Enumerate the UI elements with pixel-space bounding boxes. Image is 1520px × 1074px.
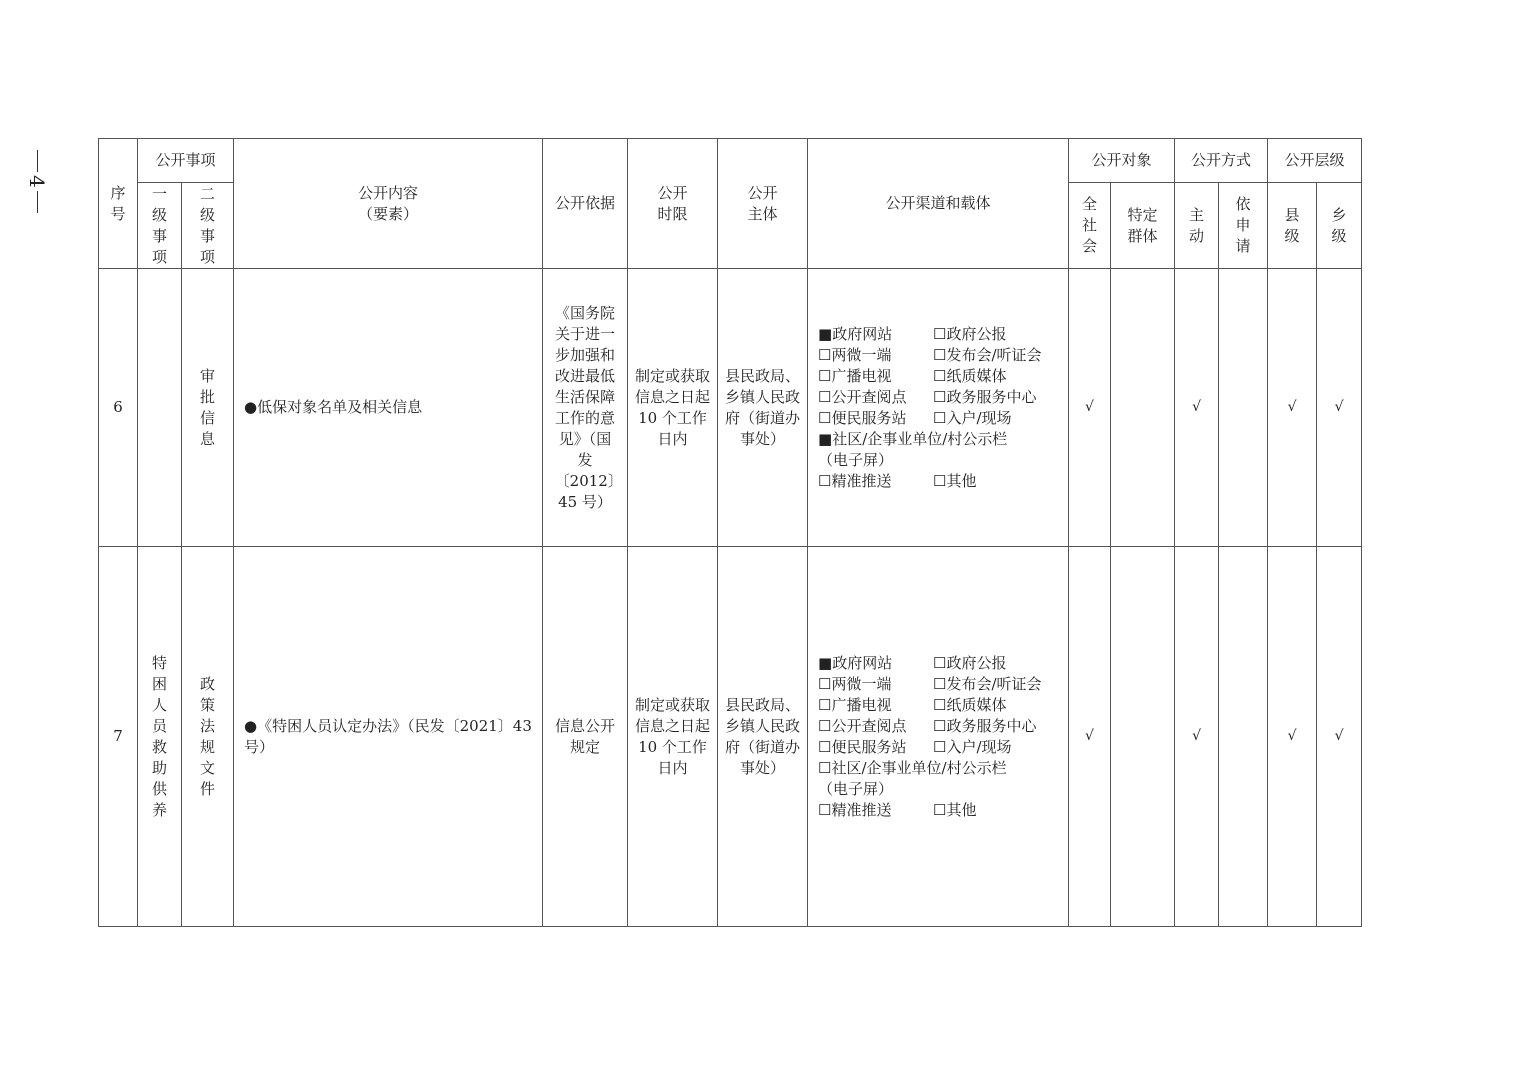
channel-item: ■社区/企事业单位/村公示栏 [818, 429, 1008, 448]
header-row-1 [99, 139, 1362, 183]
header-channels: 公开渠道和载体 [808, 139, 1069, 269]
cell-level-township: √ [1317, 269, 1362, 547]
cell-subject: 县民政局、乡镇人民政府（街道办事处） [718, 269, 808, 547]
cell-basis: 信息公开规定 [543, 547, 628, 927]
header-level2: 二级事项 [182, 183, 234, 269]
channel-item: ☐发布会/听证会 [933, 674, 1042, 693]
cell-level1: 特困人员救助供养 [138, 547, 182, 927]
header-level-county: 县级 [1268, 183, 1317, 269]
channel-item: ■政府网站 [818, 324, 893, 343]
cell-seq: 7 [99, 547, 138, 927]
channel-item: ☐广播电视 [818, 366, 892, 385]
table-row [99, 547, 1362, 927]
cell-target-specific [1111, 269, 1175, 547]
header-subject: 公开主体 [718, 139, 808, 269]
channel-item: ☐其他 [933, 800, 977, 819]
channel-item: ☐两微一端 [818, 674, 892, 693]
disclosure-table [98, 138, 1362, 927]
cell-channels [808, 269, 1069, 547]
channel-item: ☐其他 [933, 471, 977, 490]
header-target-all: 全社会 [1069, 183, 1111, 269]
channel-item: （电子屏） [818, 779, 894, 798]
cell-level1 [138, 269, 182, 547]
cell-mode-active: √ [1175, 269, 1219, 547]
channel-item: ☐政府公报 [933, 324, 1007, 343]
cell-level2: 审批信息 [182, 269, 234, 547]
channel-item: ☐公开查阅点 [818, 387, 907, 406]
cell-target-specific [1111, 547, 1175, 927]
header-basis: 公开依据 [543, 139, 628, 269]
cell-channels [808, 547, 1069, 927]
header-content [234, 139, 543, 269]
channel-item: （电子屏） [818, 450, 894, 469]
header-seq: 序号 [99, 139, 138, 269]
channel-item: ☐政务服务中心 [933, 387, 1037, 406]
cell-level-county: √ [1268, 547, 1317, 927]
cell-content: ●低保对象名单及相关信息 [234, 269, 543, 547]
header-target-group: 公开对象 [1069, 139, 1175, 183]
cell-mode-request [1219, 269, 1268, 547]
cell-subject: 县民政局、乡镇人民政府（街道办事处） [718, 547, 808, 927]
channel-item: ☐精准推送 [818, 800, 892, 819]
channel-item: ☐公开查阅点 [818, 716, 907, 735]
channel-item: ☐广播电视 [818, 695, 892, 714]
channel-item: ☐便民服务站 [818, 408, 907, 427]
header-mode-request: 依申请 [1219, 183, 1268, 269]
cell-target-all: √ [1069, 547, 1111, 927]
header-mode-active: 主动 [1175, 183, 1219, 269]
channel-item: ☐便民服务站 [818, 737, 907, 756]
page-number-dash-top [37, 150, 38, 172]
cell-content: ●《特困人员认定办法》（民发〔2021〕43 号） [234, 547, 543, 927]
header-target-specific: 特定群体 [1111, 183, 1175, 269]
channel-item: ☐两微一端 [818, 345, 892, 364]
channel-item: ☐政务服务中心 [933, 716, 1037, 735]
channel-item: ☐纸质媒体 [933, 695, 1007, 714]
header-items-group: 公开事项 [138, 139, 234, 183]
channel-item: ☐政府公报 [933, 653, 1007, 672]
channel-item: ☐入户/现场 [933, 737, 1012, 756]
cell-level-township: √ [1317, 547, 1362, 927]
cell-level-county: √ [1268, 269, 1317, 547]
channel-item: ☐精准推送 [818, 471, 892, 490]
page-number [22, 150, 52, 230]
channel-item: ☐入户/现场 [933, 408, 1012, 427]
header-level-township: 乡级 [1317, 183, 1362, 269]
page-number-dash-bottom [37, 191, 38, 213]
header-level1: 一级事项 [138, 183, 182, 269]
header-time-limit: 公开时限 [628, 139, 718, 269]
table-row [99, 269, 1362, 547]
cell-seq: 6 [99, 269, 138, 547]
cell-target-all: √ [1069, 269, 1111, 547]
cell-mode-request [1219, 547, 1268, 927]
cell-mode-active: √ [1175, 547, 1219, 927]
header-mode-group: 公开方式 [1175, 139, 1268, 183]
channel-item: ☐纸质媒体 [933, 366, 1007, 385]
channel-item: ☐发布会/听证会 [933, 345, 1042, 364]
cell-level2: 政策法规文件 [182, 547, 234, 927]
channel-item: ☐社区/企事业单位/村公示栏 [818, 758, 1007, 777]
cell-basis: 《国务院关于进一步加强和改进最低生活保障工作的意见》（国发〔2012〕45 号） [543, 269, 628, 547]
page-number-text: 4 [25, 175, 49, 188]
channel-item: ■政府网站 [818, 653, 893, 672]
header-level-group: 公开层级 [1268, 139, 1362, 183]
header-content-line1: 公开内容 [358, 183, 419, 202]
cell-time-limit: 制定或获取信息之日起 10 个工作日内 [628, 547, 718, 927]
cell-time-limit: 制定或获取信息之日起 10 个工作日内 [628, 269, 718, 547]
header-content-line2: （要素） [358, 204, 419, 223]
